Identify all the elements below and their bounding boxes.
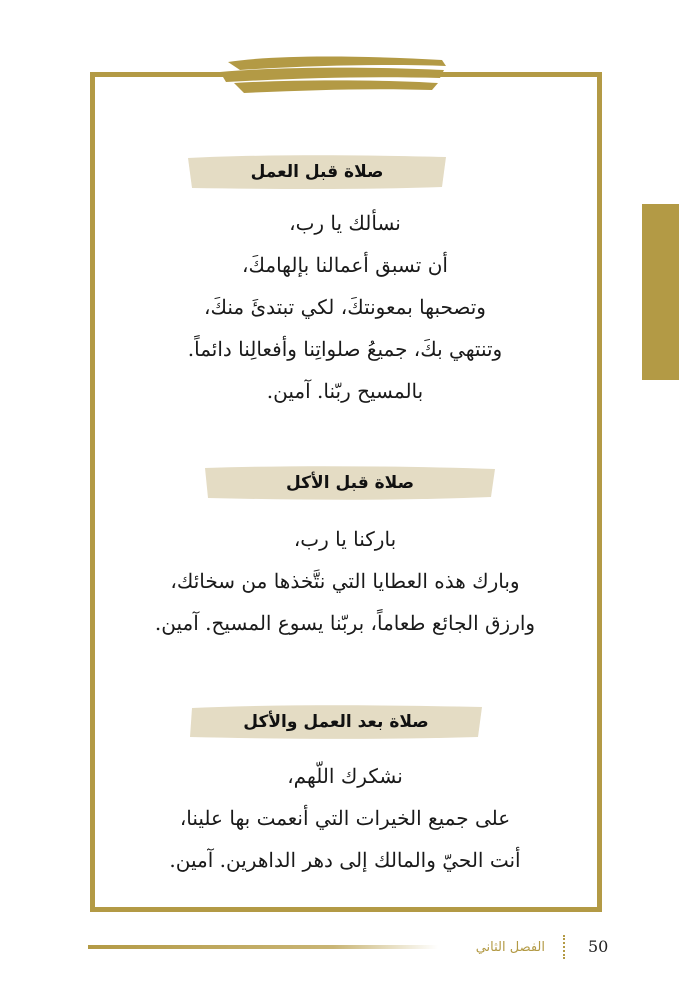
page-number: 50 — [588, 937, 609, 956]
section-heading-after-work-meal — [190, 702, 482, 742]
section-title: صلاة قبل العمل — [250, 162, 384, 182]
section-title: صلاة بعد العمل والأكل — [243, 712, 429, 732]
prayer-text-before-work — [110, 202, 580, 412]
section-title: صلاة قبل الأكل — [286, 473, 414, 493]
prayer-line: على جميع الخيرات التي أنعمت بها علينا، — [179, 806, 511, 830]
prayer-text-before-meal — [110, 518, 580, 644]
prayer-line: باركنا يا رب، — [293, 527, 397, 551]
section-heading-before-work — [188, 152, 446, 192]
chapter-side-tab — [642, 204, 679, 380]
prayer-line: أنت الحيّ والمالك إلى دهر الداهرين. آمين. — [169, 848, 521, 872]
prayer-line: وتنتهي بكَ، جميعُ صلواتِنا وأفعالِنا دائماً. — [187, 337, 503, 361]
footer-chapter-label: الفصل الثاني — [475, 940, 545, 955]
prayer-line: وبارك هذه العطايا التي نتَّخذها من سخائك، — [170, 569, 520, 593]
footer-rule — [88, 945, 438, 949]
prayer-line: وارزق الجائع طعاماً، بربّنا يسوع المسيح. آمين. — [154, 611, 536, 635]
section-heading-before-meal — [205, 463, 495, 503]
prayer-line: أن تسبق أعمالنا بإلهامكَ، — [242, 253, 448, 277]
prayer-line: بالمسيح ربّنا. آمين. — [266, 379, 424, 403]
prayer-line: نشكرك اللّهم، — [287, 764, 403, 788]
prayer-text-after-work-meal — [110, 755, 580, 881]
prayer-line: نسألك يا رب، — [289, 211, 401, 235]
prayer-line: وتصحبها بمعونتكَ، لكي تبتدئَ منكَ، — [204, 295, 486, 319]
footer-dotted-separator — [563, 935, 569, 959]
